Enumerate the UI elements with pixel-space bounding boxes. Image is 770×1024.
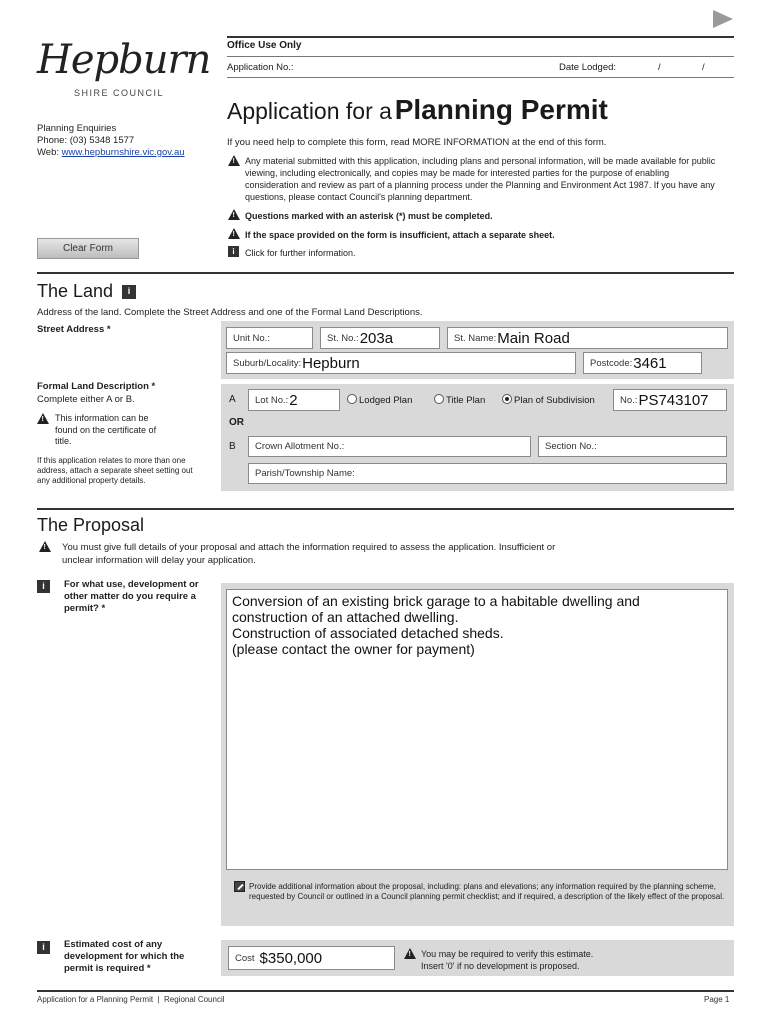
suburb-field[interactable] (226, 352, 576, 374)
lot-no-field[interactable] (248, 389, 340, 411)
cost-value: $350,000 (259, 949, 323, 967)
unit-no-field[interactable] (226, 327, 313, 349)
pencil-checkbox-icon (234, 881, 245, 892)
option-a-label: A (229, 394, 236, 405)
proposal-description-line: Conversion of an existing brick garage to a habitable dwelling and (232, 593, 640, 609)
warning-icon (39, 541, 51, 554)
date-lodged-label: Date Lodged: (559, 62, 617, 73)
proposal-description-textarea[interactable] (226, 589, 728, 870)
street-name-field[interactable] (447, 327, 728, 349)
phone-number: Phone: (03) 5348 1577 (37, 135, 135, 146)
radio-circle (434, 394, 444, 404)
street-number-label: St. No.: (327, 332, 359, 344)
proposal-description-line: Construction of associated detached sheds. (232, 625, 504, 641)
plan-number-value: PS743107 (638, 391, 709, 409)
parish-township-field[interactable] (248, 463, 727, 484)
suburb-value: Hepburn (302, 354, 360, 372)
land-section-rule (37, 272, 734, 274)
radio-circle (347, 394, 357, 404)
warning-icon (37, 413, 49, 426)
plan-number-field[interactable] (613, 389, 727, 411)
radio-lodged-plan[interactable] (347, 394, 412, 406)
cost-note-line: You may be required to verify this estimate. (421, 949, 594, 959)
radio-lodged-label: Lodged Plan (359, 395, 413, 406)
info-icon[interactable]: i (37, 941, 50, 954)
cost-label: Cost (235, 952, 255, 964)
warning-icon (228, 228, 240, 241)
street-name-value: Main Road (497, 329, 570, 347)
land-intro: Address of the land. Complete the Street Address and one of the Formal Land Descriptions. (37, 307, 423, 318)
council-logo (37, 37, 211, 104)
cost-field[interactable] (228, 946, 395, 970)
formal-description-hint: Complete either A or B. (37, 394, 135, 405)
radio-title-label: Title Plan (446, 395, 486, 406)
street-name-label: St. Name: (454, 332, 497, 344)
proposal-warning: You must give full details of your proposal and attach the information required to assess the application. Insufficient or unclear information will delay your application. (62, 542, 556, 566)
logo-subtitle: SHIRE COUNCIL (74, 88, 165, 98)
info-icon[interactable]: i (122, 285, 136, 299)
radio-subdivision-label: Plan of Subdivision (514, 395, 595, 406)
parish-township-label: Parish/Township Name: (255, 468, 355, 479)
section-no-field[interactable] (538, 436, 727, 457)
multi-address-note: If this application relates to more than one address, attach a separate sheet setting out any additional property details. (37, 456, 193, 485)
cost-note (421, 948, 593, 972)
street-address-label: Street Address * (37, 324, 111, 335)
suburb-label: Suburb/Locality: (233, 357, 302, 369)
radio-circle-selected (502, 394, 512, 404)
cost-question: Estimated cost of any development for which the permit is required * (64, 939, 185, 974)
asterisk-notice: Questions marked with an asterisk (*) must be completed. (245, 211, 493, 221)
info-icon[interactable]: i (37, 580, 50, 593)
warning-icon (228, 155, 240, 168)
footer-rule (37, 990, 734, 992)
footer-left-text: Application for a Planning Permit | Regional Council (37, 995, 225, 1004)
postcode-field[interactable] (583, 352, 702, 374)
crown-allotment-field[interactable] (248, 436, 531, 457)
proposal-section-rule (37, 508, 734, 510)
unit-no-label: Unit No.: (233, 332, 270, 344)
proposal-description-line: (please contact the owner for payment) (232, 641, 475, 657)
office-use-title: Office Use Only (227, 40, 302, 51)
option-b-label: B (229, 441, 236, 452)
radio-plan-of-subdivision[interactable] (502, 394, 595, 406)
land-section-title: The Land (37, 281, 114, 301)
warning-icon (228, 209, 240, 222)
radio-title-plan[interactable] (434, 394, 485, 406)
help-text: If you need help to complete this form, read MORE INFORMATION at the end of this form. (227, 137, 607, 148)
additional-info-text: Provide additional information about the proposal, including: plans and elevations; any information required by the planning scheme, requested by Council or outlined in a Council planning permit checklist; and if required, a description of the likely effect of the proposal. (249, 882, 725, 901)
street-number-value: 203a (359, 329, 394, 347)
proposal-description-line: construction of an attached dwelling. (232, 609, 459, 625)
triangle-right-icon[interactable] (713, 10, 733, 28)
postcode-label: Postcode: (590, 357, 633, 369)
option-or-label: OR (229, 417, 244, 428)
lot-no-value: 2 (289, 391, 298, 409)
title-main: Planning Permit (394, 94, 608, 125)
privacy-notice: Any material submitted with this application, including plans and personal information, will be made available for public viewing, including electronically, and copies may be made for interested parties for the purpose of enabling consideration and review as part of a planning process under the Planning and Environment Act 1987. If you have any questions, please contact Council's planning department. (245, 156, 716, 202)
office-use-bottom-rule (227, 77, 734, 78)
office-use-mid-rule (227, 56, 734, 57)
application-no-label: Application No.: (227, 62, 294, 73)
proposal-question: For what use, development or other matter do you require a permit? * (64, 579, 199, 614)
web-link[interactable]: www.hepburnshire.vic.gov.au (61, 147, 185, 158)
clear-form-button[interactable]: Clear Form (37, 238, 139, 259)
footer-page-number: Page 1 (704, 995, 730, 1004)
page-title (227, 94, 608, 126)
postcode-value: 3461 (633, 354, 667, 372)
contact-block (37, 123, 222, 159)
cost-note-line: Insert '0' if no development is proposed. (421, 961, 580, 971)
crown-allotment-label: Crown Allotment No.: (255, 441, 345, 452)
section-no-label: Section No.: (545, 441, 597, 452)
proposal-section-title: The Proposal (37, 515, 145, 535)
click-info-text: Click for further information. (245, 248, 356, 258)
enquiries-label: Planning Enquiries (37, 123, 117, 134)
web-line (37, 147, 222, 159)
certificate-note: This information can be found on the certificate of title. (55, 413, 157, 446)
plan-number-label: No.: (620, 394, 638, 406)
space-notice: If the space provided on the form is insufficient, attach a separate sheet. (245, 230, 555, 240)
title-prefix: Application for a (227, 98, 392, 124)
date-separator: / (702, 62, 705, 73)
logo-wordmark: Hepburn (37, 37, 211, 83)
info-icon[interactable]: i (228, 246, 239, 257)
date-separator: / (658, 62, 661, 73)
web-label: Web: (37, 147, 60, 158)
office-use-top-rule (227, 36, 734, 38)
formal-description-label: Formal Land Description * (37, 381, 156, 392)
street-number-field[interactable] (320, 327, 440, 349)
lot-no-label: Lot No.: (255, 394, 289, 406)
warning-icon (404, 948, 416, 961)
